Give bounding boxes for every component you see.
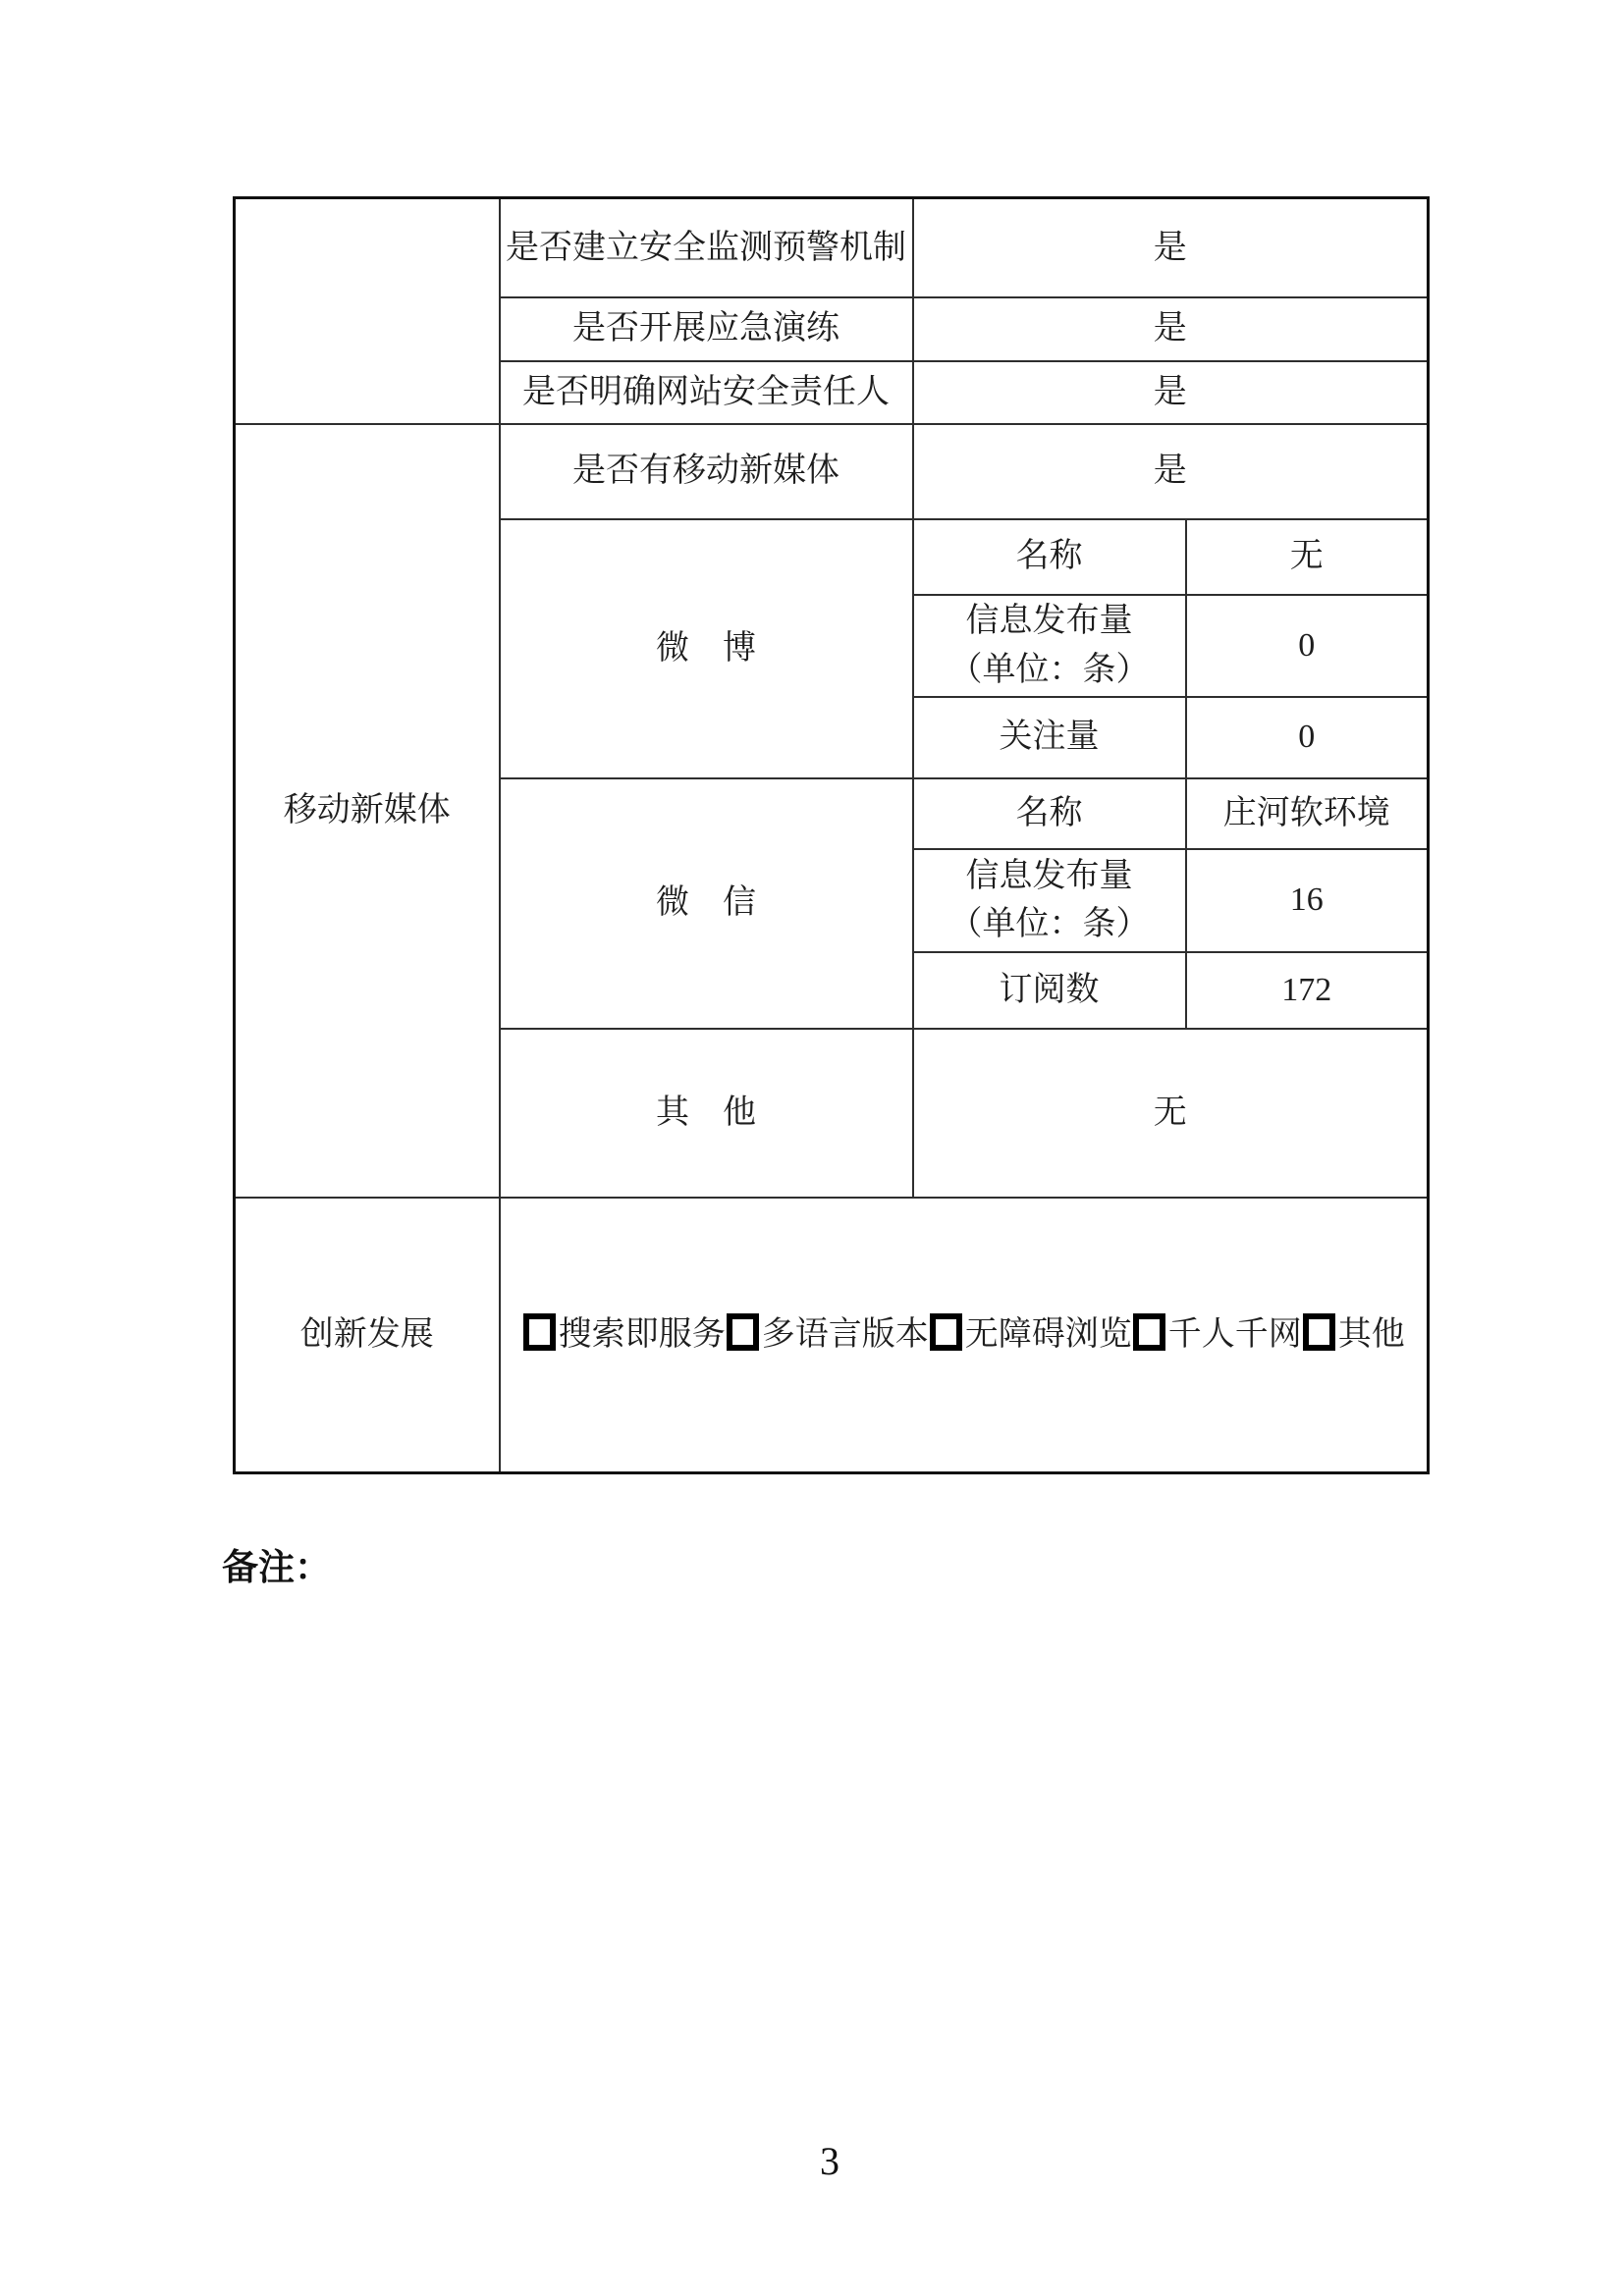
security-answer-cell: 是 <box>913 361 1429 424</box>
wechat-name-value-cell: 庄河软环境 <box>1186 778 1429 849</box>
wechat-publish-value-cell: 16 <box>1186 849 1429 952</box>
option-label: 搜索即服务 <box>558 1316 726 1354</box>
weibo-label-cell: 微 博 <box>500 519 913 778</box>
option-label: 其他 <box>1337 1316 1405 1354</box>
weibo-name-label-cell: 名称 <box>913 519 1186 595</box>
other-media-value-cell: 无 <box>913 1029 1429 1198</box>
weibo-publish-label-cell <box>913 595 1186 697</box>
weibo-publish-value-cell: 0 <box>1186 595 1429 697</box>
publish-label-line2: （单位：条） <box>948 651 1150 688</box>
innovation-option <box>522 1316 726 1353</box>
section-label-cell-innovation: 创新发展 <box>235 1198 500 1473</box>
wechat-publish-label-cell <box>913 849 1186 952</box>
weibo-name-value-cell: 无 <box>1186 519 1429 595</box>
option-checkbox[interactable] <box>1303 1313 1335 1351</box>
publish-label-line1: 信息发布量 <box>965 603 1133 640</box>
option-checkbox[interactable] <box>1133 1313 1165 1351</box>
option-label: 多语言版本 <box>761 1316 929 1354</box>
security-question-cell: 是否明确网站安全责任人 <box>500 361 913 424</box>
option-label: 千人千网 <box>1167 1316 1302 1354</box>
publish-label-line1: 信息发布量 <box>965 857 1133 894</box>
publish-label-line2: （单位：条） <box>948 906 1150 942</box>
page-number: 3 <box>820 2139 839 2183</box>
option-checkbox[interactable] <box>727 1313 759 1351</box>
innovation-option <box>929 1316 1132 1353</box>
security-question-cell: 是否开展应急演练 <box>500 297 913 361</box>
notes-label: 备注： <box>222 1548 331 1588</box>
security-answer-cell: 是 <box>913 198 1429 297</box>
section-label-cell-empty <box>235 198 500 424</box>
section-label-cell-mobile-media: 移动新媒体 <box>235 424 500 1198</box>
mobile-media-answer-cell: 是 <box>913 424 1429 519</box>
weibo-follow-label-cell: 关注量 <box>913 697 1186 778</box>
security-question-cell: 是否建立安全监测预警机制 <box>500 198 913 297</box>
innovation-options-cell <box>500 1198 1429 1473</box>
option-checkbox[interactable] <box>523 1313 556 1351</box>
report-table <box>233 196 1430 1474</box>
wechat-subscribe-value-cell: 172 <box>1186 952 1429 1029</box>
security-answer-cell: 是 <box>913 297 1429 361</box>
option-checkbox[interactable] <box>930 1313 962 1351</box>
wechat-name-label-cell: 名称 <box>913 778 1186 849</box>
weibo-follow-value-cell: 0 <box>1186 697 1429 778</box>
mobile-media-question-cell: 是否有移动新媒体 <box>500 424 913 519</box>
innovation-option <box>1302 1316 1405 1353</box>
option-label: 无障碍浏览 <box>964 1316 1132 1354</box>
innovation-option <box>1132 1316 1302 1353</box>
wechat-label-cell: 微 信 <box>500 778 913 1029</box>
wechat-subscribe-label-cell: 订阅数 <box>913 952 1186 1029</box>
innovation-option <box>726 1316 929 1353</box>
other-media-label-cell: 其 他 <box>500 1029 913 1198</box>
